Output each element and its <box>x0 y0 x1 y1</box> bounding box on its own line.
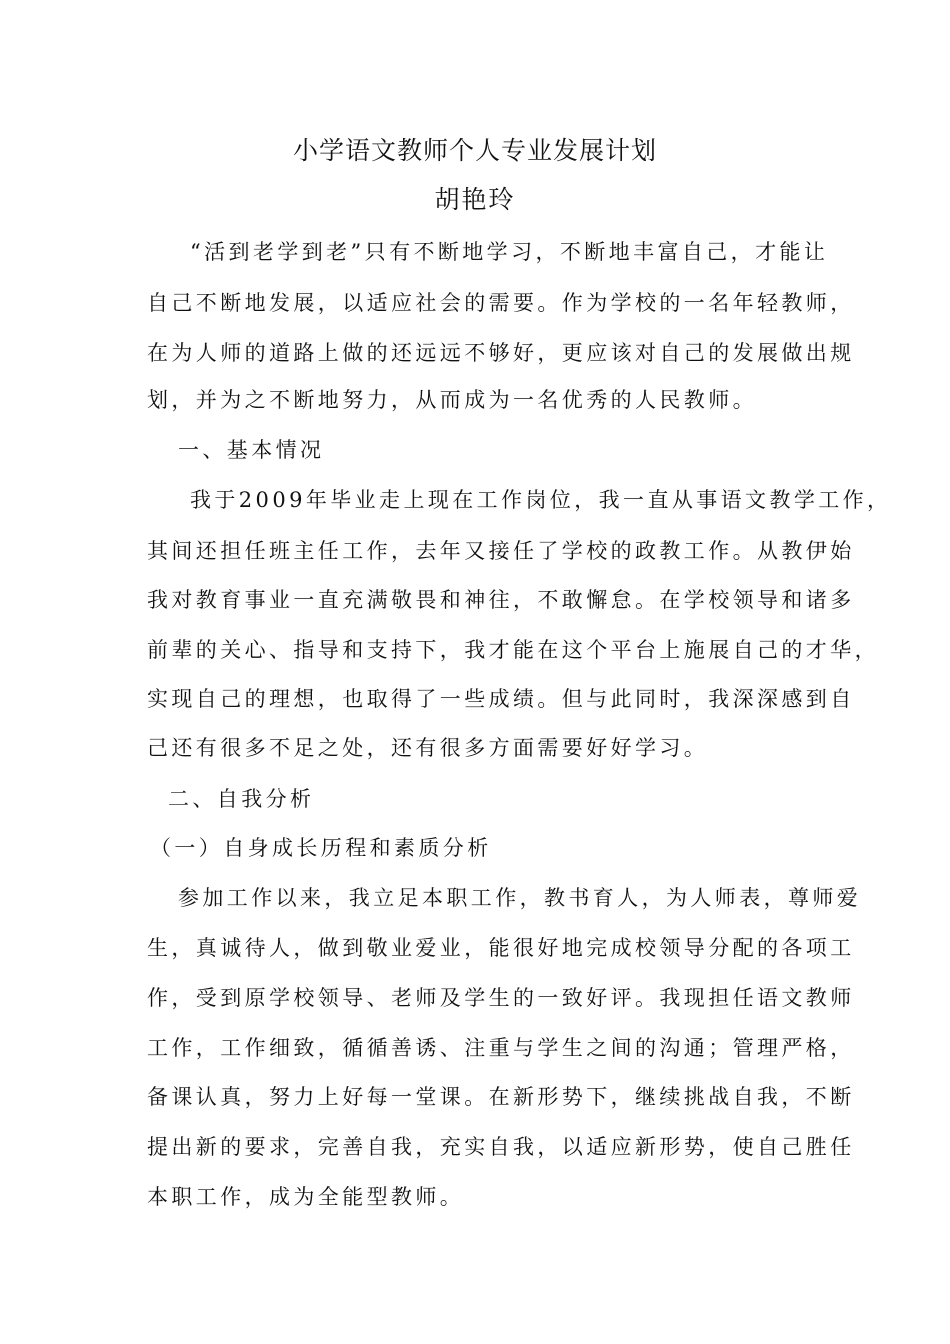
text-line: 在为人师的道路上做的还远远不够好，更应该对自己的发展做出规 <box>147 341 855 365</box>
document-title: 小学语文教师个人专业发展计划 <box>292 136 657 165</box>
text-line: 作，受到原学校领导、老师及学生的一致好评。我现担任语文教师 <box>147 986 855 1010</box>
section-heading: 二、自我分析 <box>168 787 315 811</box>
text-line: 备课认真，努力上好每一堂课。在新形势下，继续挑战自我，不断 <box>147 1085 855 1109</box>
section-heading: 一、基本情况 <box>178 438 325 462</box>
text-line: 生，真诚待人，做到敬业爱业，能很好地完成校领导分配的各项工 <box>147 936 855 960</box>
text-line: 其间还担任班主任工作，去年又接任了学校的政教工作。从教伊始 <box>147 539 855 563</box>
text-line: 参加工作以来，我立足本职工作，教书育人，为人师表，尊师爱 <box>178 886 862 910</box>
text-line: 己还有很多不足之处，还有很多方面需要好好学习。 <box>147 736 709 760</box>
text-line: 自己不断地发展，以适应社会的需要。作为学校的一名年轻教师， <box>147 291 855 315</box>
text-line: 提出新的要求，完善自我，充实自我，以适应新形势，使自己胜任 <box>147 1135 855 1159</box>
text-line: 实现自己的理想，也取得了一些成绩。但与此同时，我深深感到自 <box>147 687 855 711</box>
text-line: 本职工作，成为全能型教师。 <box>147 1185 465 1209</box>
text-line: 划，并为之不断地努力，从而成为一名优秀的人民教师。 <box>147 388 757 412</box>
text-line: 我对教育事业一直充满敬畏和神往，不敢懈怠。在学校领导和诸多 <box>147 588 855 612</box>
text-line: “活到老学到老”只有不断地学习，不断地丰富自己，才能让 <box>190 240 829 264</box>
subsection-heading: （一）自身成长历程和素质分析 <box>150 836 492 860</box>
author-name: 胡艳玲 <box>434 185 516 214</box>
text-line: 工作，工作细致，循循善诱、注重与学生之间的沟通；管理严格， <box>147 1036 855 1060</box>
text-line: 我于2009年毕业走上现在工作岗位，我一直从事语文教学工作， <box>190 488 892 512</box>
text-line: 前辈的关心、指导和支持下，我才能在这个平台上施展自己的才华， <box>147 638 879 662</box>
